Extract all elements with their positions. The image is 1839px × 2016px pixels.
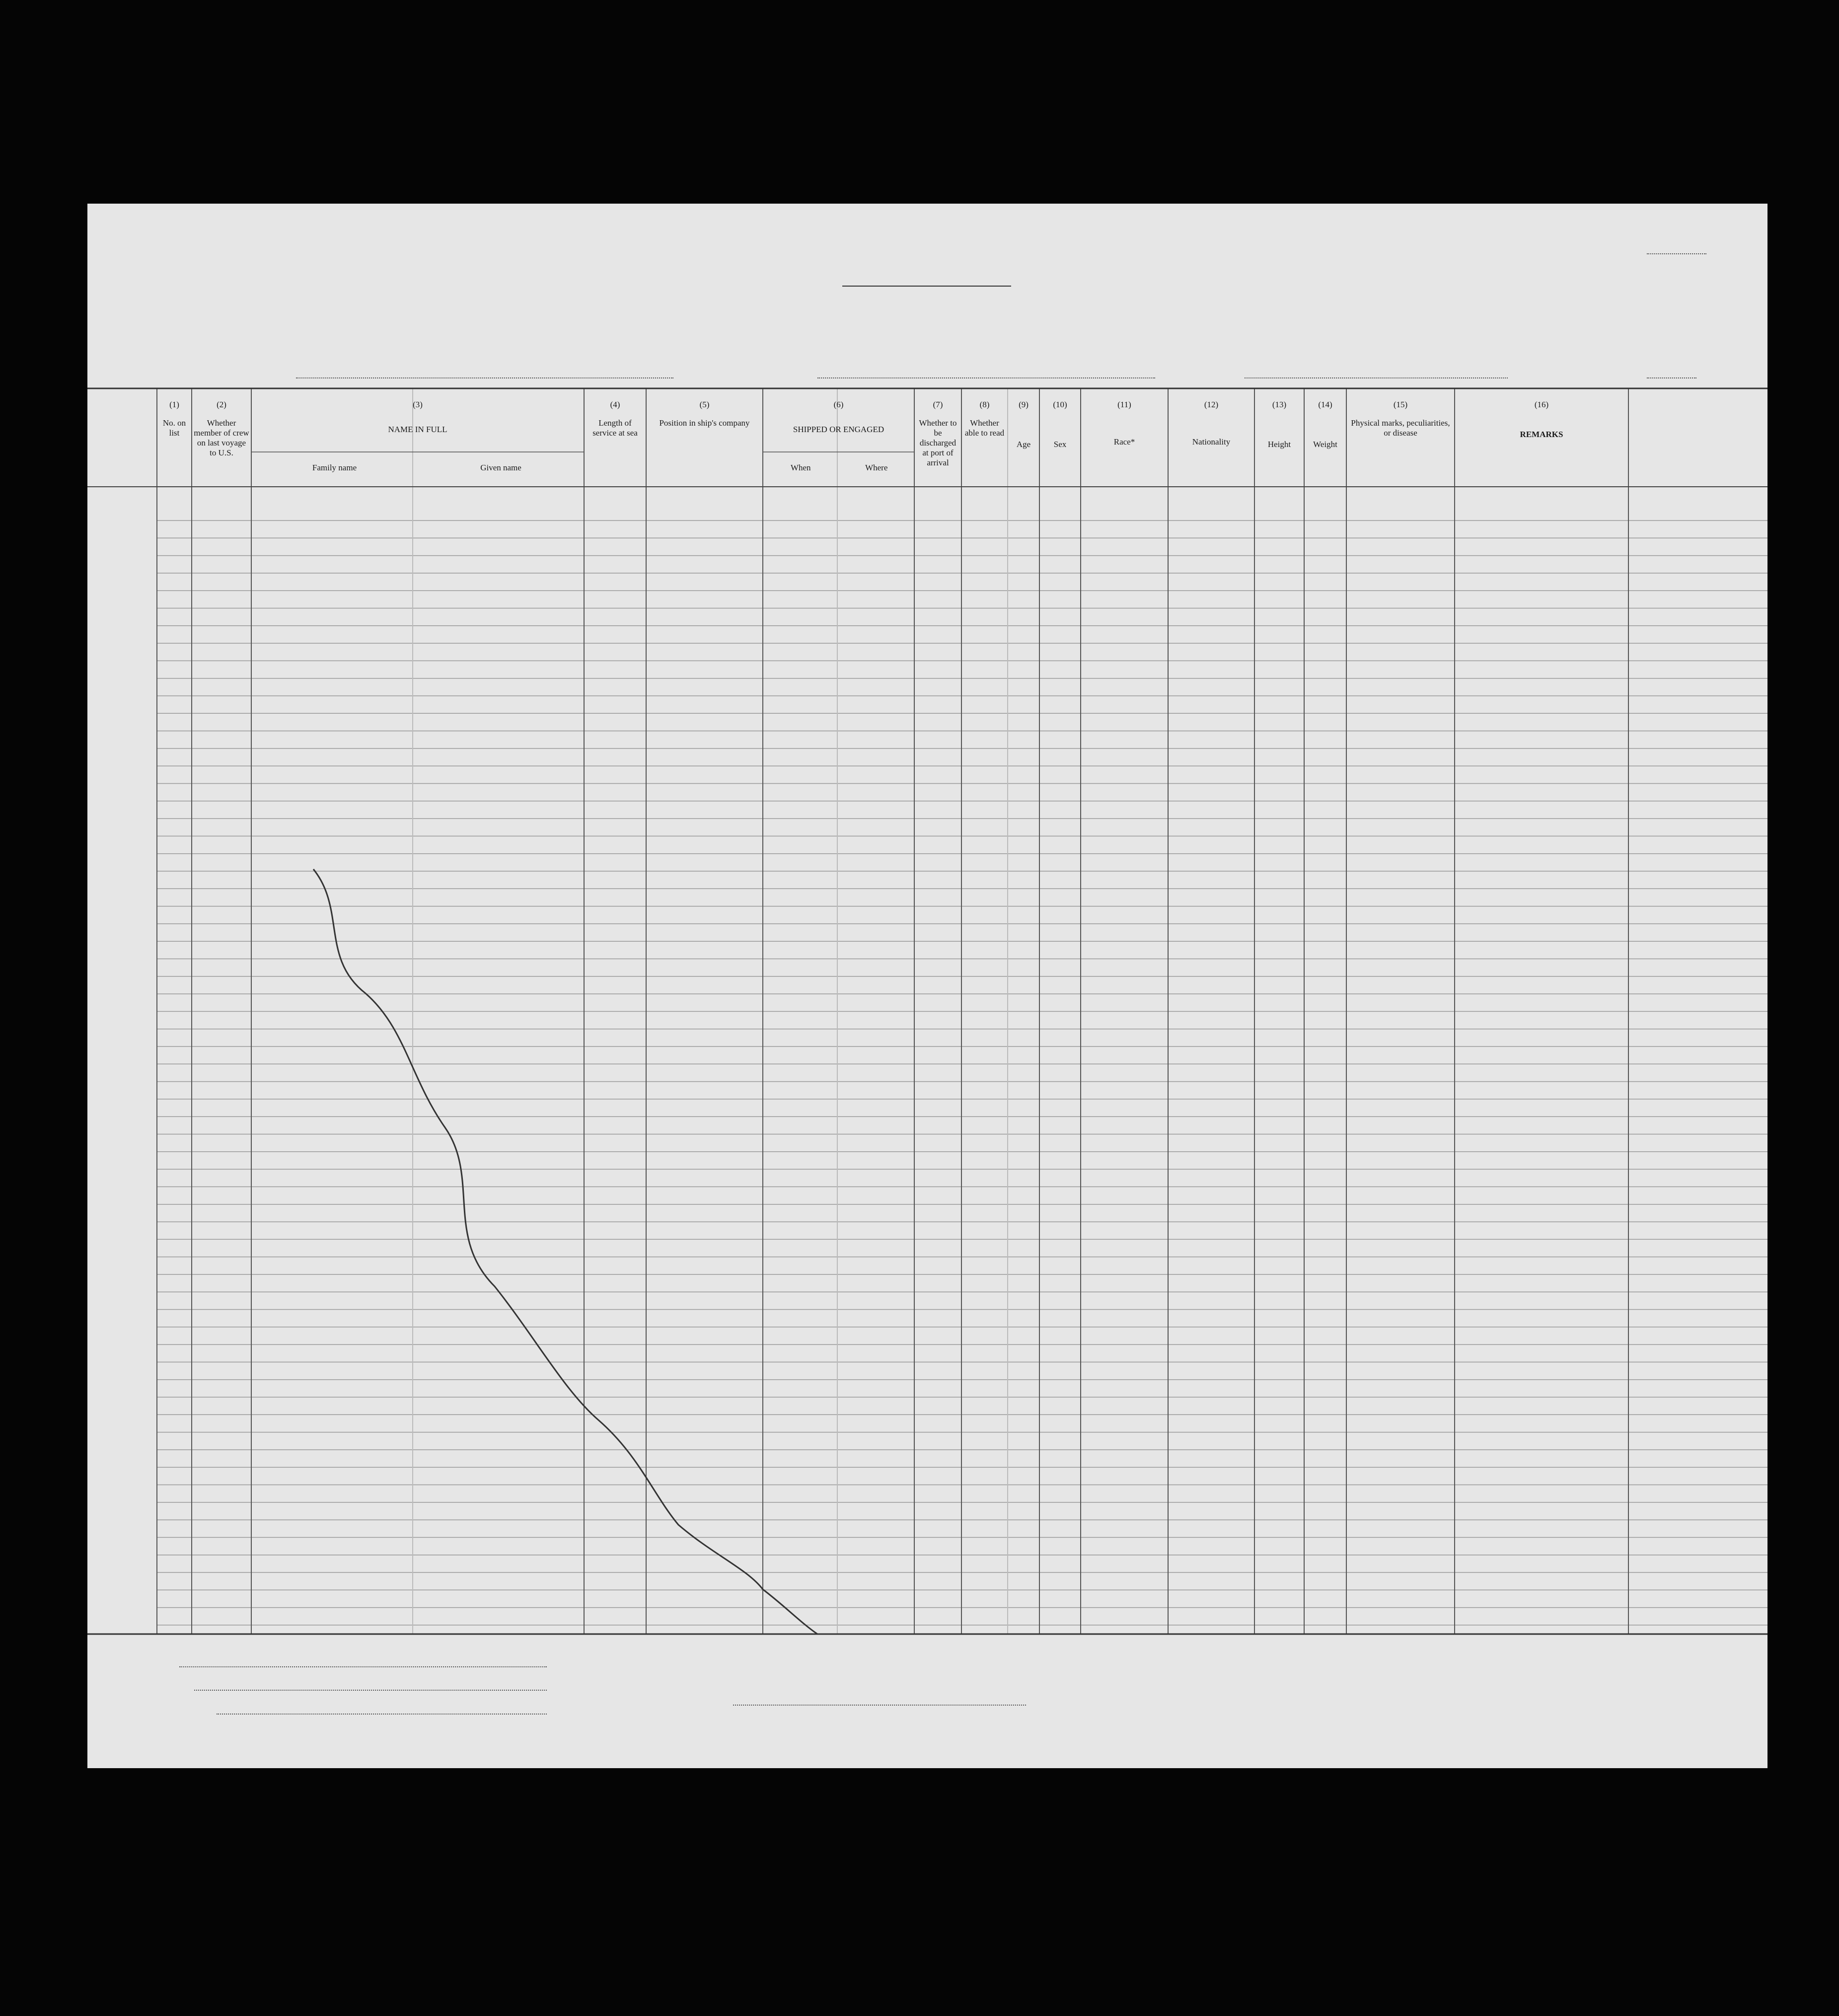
column-number: (2) [217, 400, 226, 409]
column-number: (13) [1272, 400, 1287, 409]
column-header-12: Nationality [1192, 437, 1231, 447]
column-header-14: Weight [1313, 440, 1337, 449]
column-subheader: Family name [312, 463, 357, 472]
agents-underline [217, 1714, 547, 1715]
column-header-1: No. on list [162, 418, 186, 438]
column-header-7: Whether to be discharged at port of arrival [919, 418, 957, 467]
column-header-3: NAME IN FULL [388, 425, 447, 434]
column-number: (14) [1318, 400, 1332, 409]
column-header-2: Whether member of crew on last voyage to U.S. [194, 418, 249, 457]
column-header-4: Length of service at sea [592, 418, 638, 438]
column-number: (10) [1053, 400, 1067, 409]
column-number: (11) [1117, 400, 1131, 409]
column-header-13: Height [1267, 440, 1291, 449]
column-number: (16) [1534, 400, 1549, 409]
column-number: (6) [833, 400, 844, 409]
column-header-16: REMARKS [1520, 430, 1563, 439]
owners-underline [194, 1690, 547, 1691]
column-number: (8) [979, 400, 990, 409]
manifest-sheet [87, 204, 1767, 1768]
column-subheader: When [790, 463, 811, 472]
column-subheader: Where [865, 463, 888, 472]
line-underline [179, 1666, 547, 1667]
column-number: (12) [1204, 400, 1219, 409]
column-header-11: Race* [1113, 437, 1135, 447]
column-header-9: Age [1016, 440, 1031, 449]
column-number: (7) [933, 400, 943, 409]
column-header-10: Sex [1053, 440, 1067, 449]
inspector-underline [733, 1705, 1026, 1706]
column-number: (1) [169, 400, 179, 409]
column-number: (9) [1019, 400, 1029, 409]
column-header-6: SHIPPED OR ENGAGED [793, 425, 884, 434]
column-header-5: Position in ship's company [659, 418, 750, 428]
column-number: (3) [413, 400, 423, 409]
column-number: (4) [610, 400, 620, 409]
column-subheader: Given name [480, 463, 521, 472]
cancel-line [87, 204, 1767, 1768]
column-number: (5) [699, 400, 710, 409]
column-header-15: Physical marks, peculiarities, or disease [1351, 418, 1450, 438]
column-number: (15) [1393, 400, 1408, 409]
column-header-8: Whether able to read [964, 418, 1005, 438]
